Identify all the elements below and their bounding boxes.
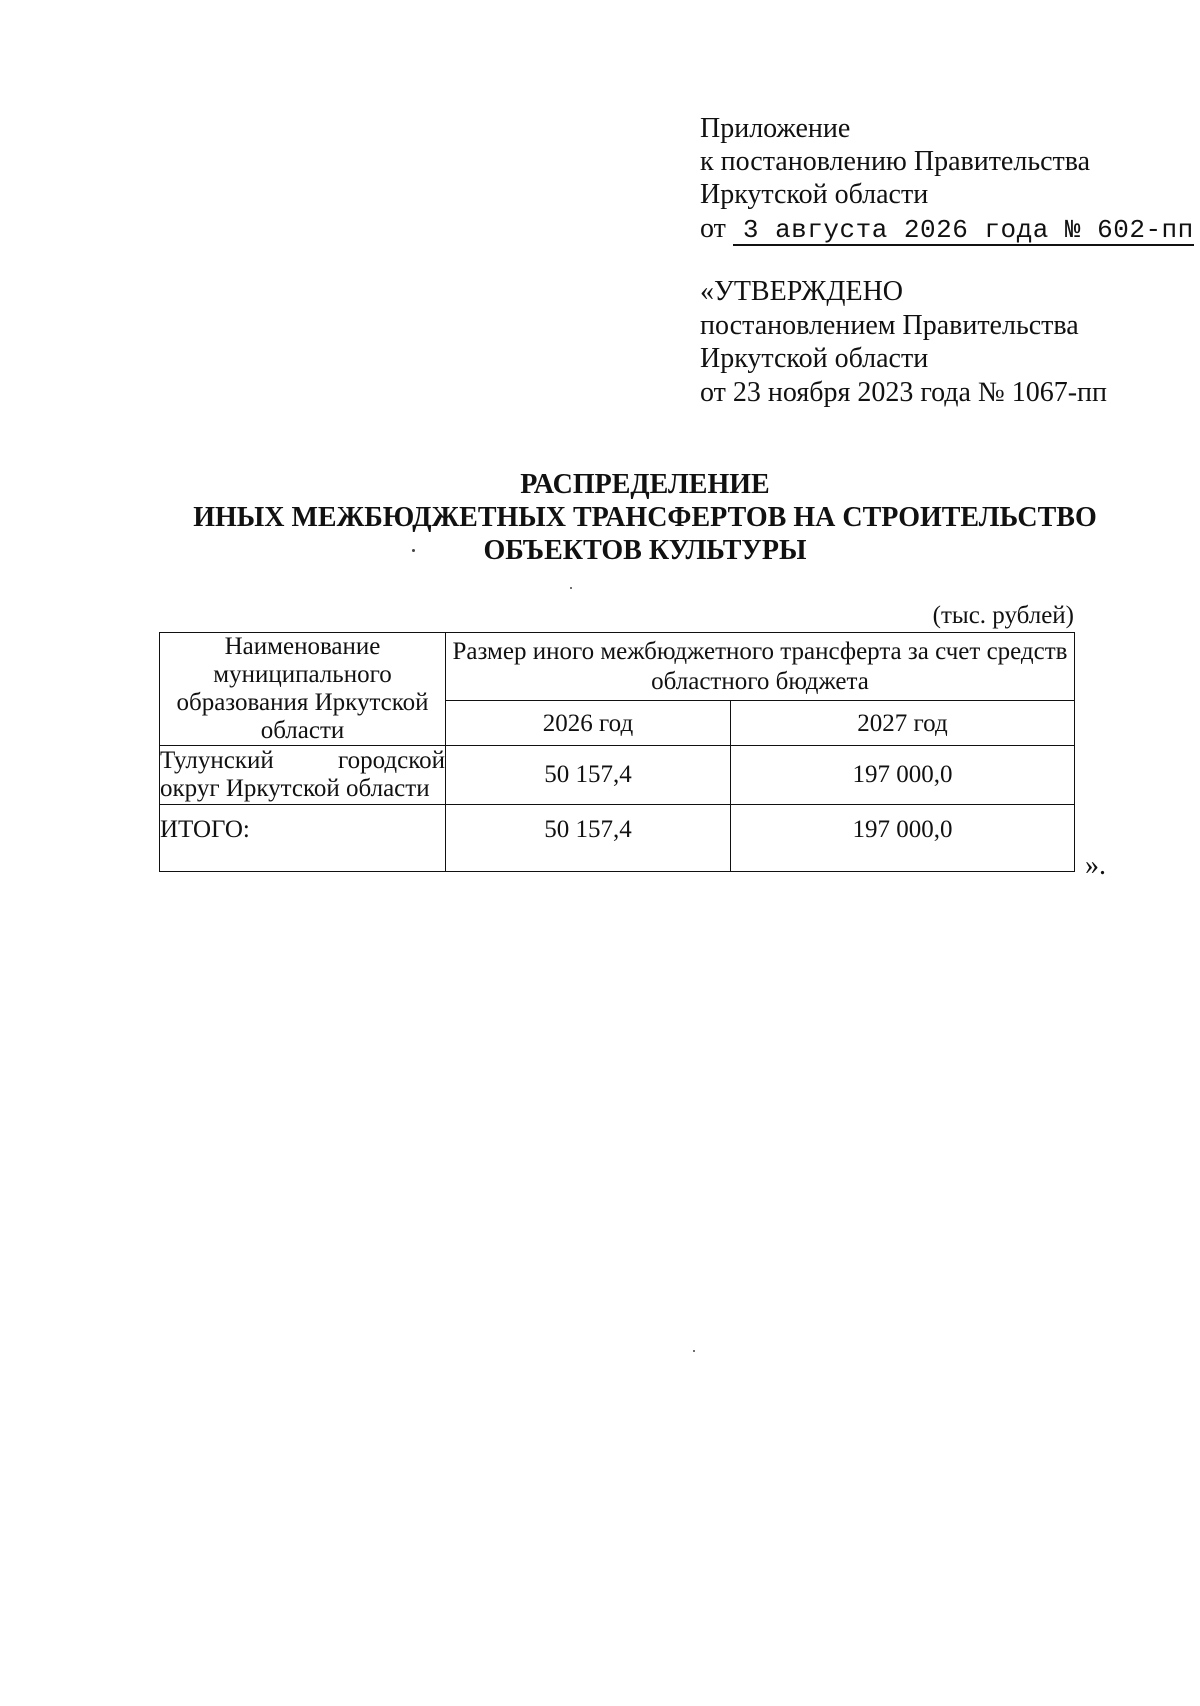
row-value-2027: 197 000,0	[731, 746, 1075, 805]
header-year-2027: 2027 год	[731, 701, 1075, 746]
attachment-date-line	[700, 212, 1194, 246]
closing-quote: ».	[1085, 850, 1106, 881]
approval-block	[700, 275, 1107, 409]
header-year-2026: 2026 год	[446, 701, 731, 746]
total-value-2027-cell	[731, 805, 1075, 872]
total-value-2027: 197 000,0	[852, 816, 953, 843]
transfers-table	[159, 632, 1075, 872]
scan-speck	[693, 1350, 695, 1352]
attachment-title: Приложение	[700, 113, 851, 144]
title-line-1: РАСПРЕДЕЛЕНИЕ	[520, 469, 770, 500]
attachment-date-value: 3 августа 2026 года № 602-пп	[733, 216, 1194, 246]
approval-line-date: от 23 ноября 2023 года № 1067-пп	[700, 376, 1107, 408]
scan-speck	[412, 549, 415, 552]
approval-heading: «УТВЕРЖДЕНО	[700, 276, 904, 307]
units-label: (тыс. рублей)	[932, 602, 1074, 629]
attachment-line-region: Иркутской области	[700, 179, 929, 210]
total-value-2026-cell	[446, 805, 731, 872]
table-total-row	[160, 805, 1075, 872]
scan-speck	[570, 587, 572, 589]
title-line-3: ОБЪЕКТОВ КУЛЬТУРЫ	[483, 535, 807, 566]
row-municipality-name	[160, 746, 446, 805]
attachment-date-prefix: от	[700, 213, 726, 244]
document-title	[160, 468, 1130, 567]
total-value-2026: 50 157,4	[544, 816, 632, 843]
header-municipality: Наименование муниципального образования Иркутской области	[160, 633, 446, 746]
title-line-2: ИНЫХ МЕЖБЮДЖЕТНЫХ ТРАНСФЕРТОВ НА СТРОИТЕЛЬСТВО	[193, 502, 1097, 533]
attachment-block	[700, 112, 1194, 246]
attachment-line-resolution: к постановлению Правительства	[700, 146, 1091, 177]
table-row	[160, 746, 1075, 805]
total-label-cell	[160, 805, 446, 872]
row-value-2026: 50 157,4	[446, 746, 731, 805]
total-label: ИТОГО:	[160, 816, 250, 843]
row-municipality-name-line2: округ Иркутской области	[160, 775, 430, 802]
table-header-row	[160, 633, 1075, 701]
approval-line-region: Иркутской области	[700, 343, 929, 374]
header-transfer-amount: Размер иного межбюджетного трансферта за счет средств областного бюджета	[446, 633, 1075, 701]
row-municipality-name-line1	[160, 747, 445, 775]
approval-line-resolution: постановлением Правительства	[700, 309, 1079, 341]
row-name-word-1: Тулунский	[160, 747, 274, 774]
row-name-word-2: городской	[338, 747, 445, 774]
